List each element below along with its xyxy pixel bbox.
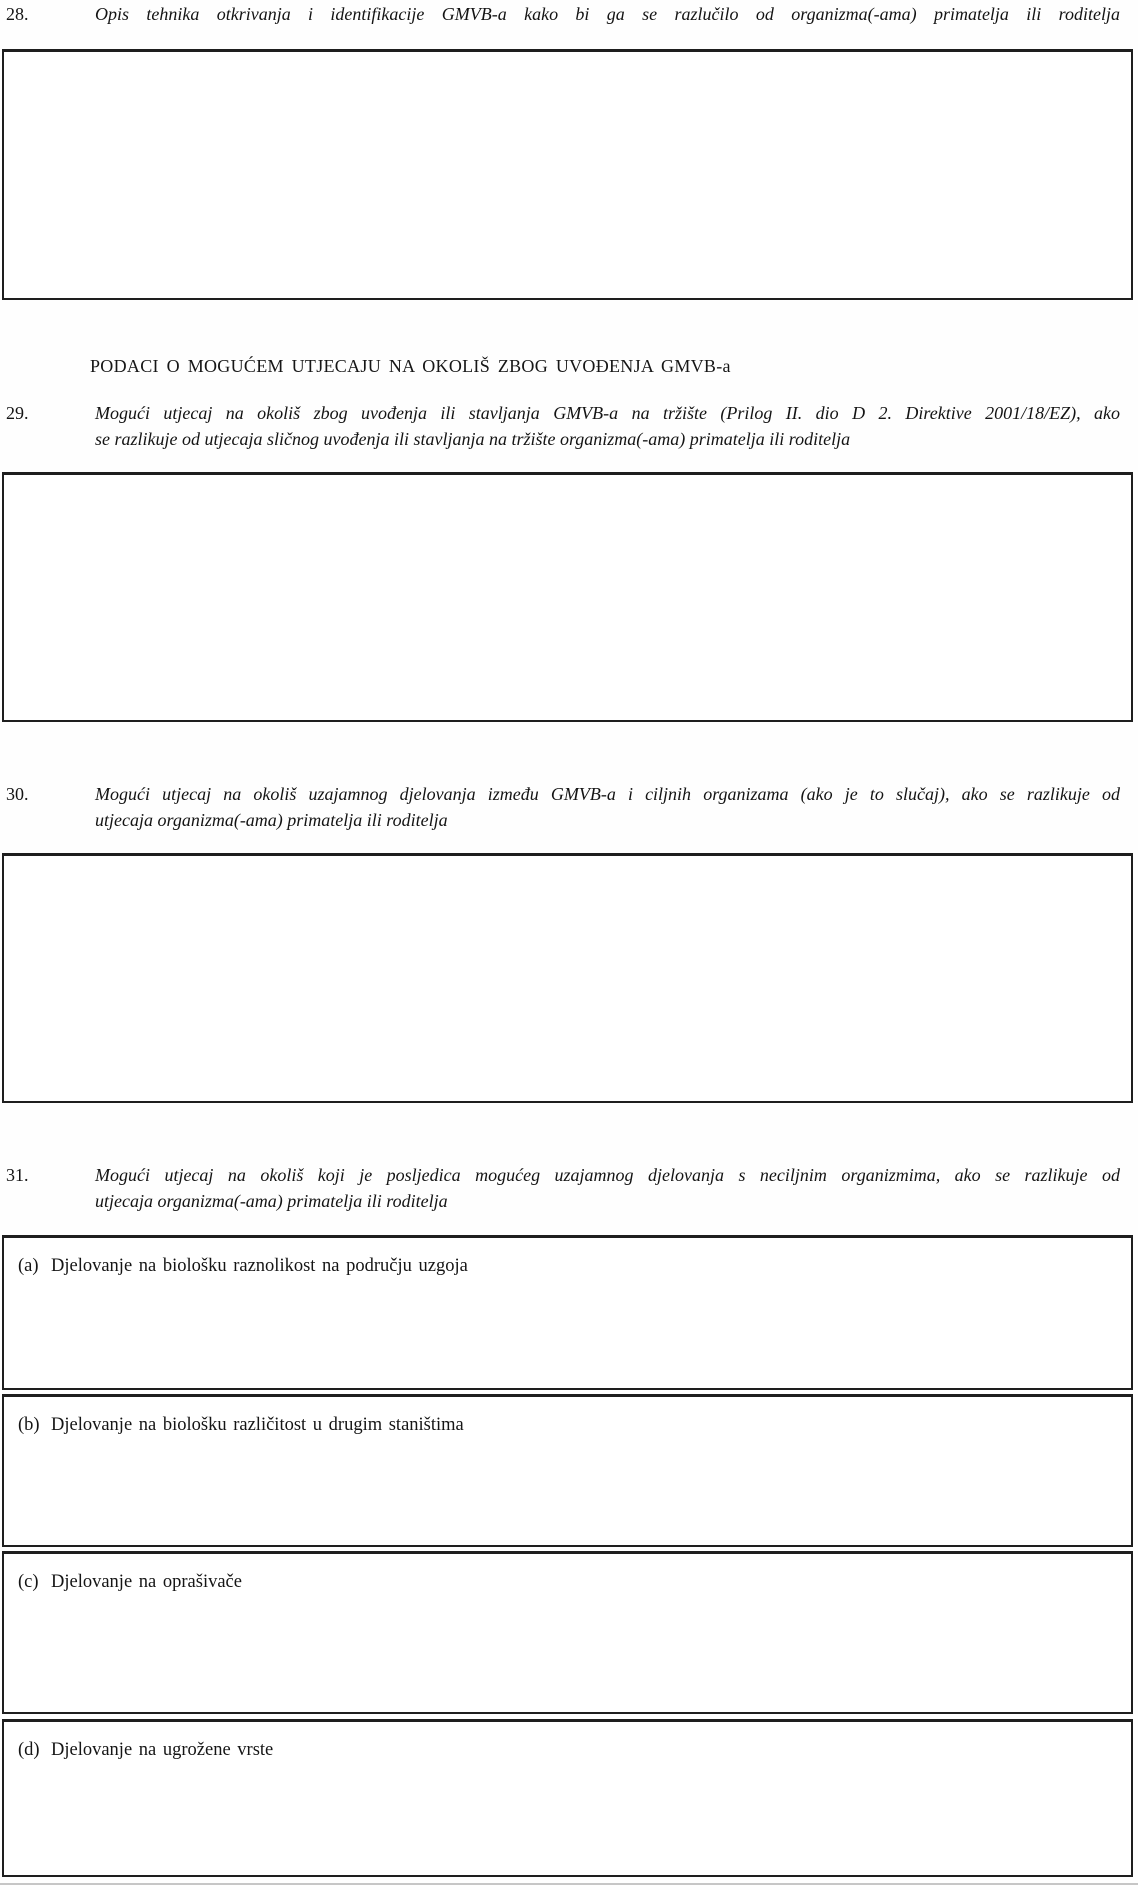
sub-item-b <box>4 1397 1131 1438</box>
item-30-line-2: utjecaja organizma(-ama) primatelja ili roditelja <box>95 810 448 830</box>
answer-box-item-29[interactable] <box>2 472 1133 722</box>
sub-item-d-text: Djelovanje na ugrožene vrste <box>51 1740 274 1760</box>
item-30-line-1: Mogući utjecaj na okoliš uzajamnog djelovanja između GMVB-a i ciljnih organizama (ako je to slučaj), ako se razlikuje od <box>95 784 1120 804</box>
item-29-text <box>95 400 1128 452</box>
item-29-line-1: Mogući utjecaj na okoliš zbog uvođenja ili stavljanja GMVB-a na tržište (Prilog II. dio D 2. Direktive 2001/18/EZ), ako <box>95 403 1120 423</box>
page-bottom-cut-line <box>0 1883 1138 1885</box>
item-28 <box>0 1 1138 27</box>
item-29-number: 29. <box>6 403 29 423</box>
sub-item-c <box>4 1554 1131 1595</box>
item-30 <box>0 781 1138 833</box>
item-28-line-1: Opis tehnika otkrivanja i identifikacije GMVB-a kako bi ga se razlučilo od organizma(-ama) primatelja ili roditelja <box>95 4 1120 24</box>
item-31-line-1: Mogući utjecaj na okoliš koji je posljedica mogućeg uzajamnog djelovanja s neciljnim organizmima, ako se razlikuje od <box>95 1165 1120 1185</box>
item-30-number: 30. <box>6 784 29 804</box>
item-31-line-2: utjecaja organizma(-ama) primatelja ili roditelja <box>95 1191 448 1211</box>
sub-item-a-text: Djelovanje na biološku raznolikost na području uzgoja <box>51 1256 468 1276</box>
answer-box-31c[interactable] <box>2 1551 1133 1714</box>
sub-item-c-text: Djelovanje na oprašivače <box>51 1572 242 1592</box>
sub-item-a-label: (a) <box>18 1256 39 1276</box>
section-heading: PODACI O MOGUĆEM UTJECAJU NA OKOLIŠ ZBOG UVOĐENJA GMVB-a <box>90 356 731 376</box>
item-29 <box>0 400 1138 452</box>
sub-item-d <box>4 1722 1131 1763</box>
item-30-text <box>95 781 1128 833</box>
item-28-text <box>95 1 1128 27</box>
sub-item-d-label: (d) <box>18 1740 40 1760</box>
answer-box-31b[interactable] <box>2 1394 1133 1547</box>
sub-item-b-label: (b) <box>18 1415 40 1435</box>
sub-item-c-label: (c) <box>18 1572 39 1592</box>
sub-item-a <box>4 1238 1131 1279</box>
item-29-line-2: se razlikuje od utjecaja sličnog uvođenja ili stavljanja na tržište organizma(-ama) primatelja ili roditelja <box>95 429 851 449</box>
item-28-number: 28. <box>6 4 29 24</box>
sub-item-b-text: Djelovanje na biološku različitost u drugim staništima <box>51 1415 464 1435</box>
answer-box-31a[interactable] <box>2 1235 1133 1390</box>
answer-box-item-28[interactable] <box>2 49 1133 300</box>
item-31 <box>0 1162 1138 1214</box>
item-31-number: 31. <box>6 1165 29 1185</box>
answer-box-31d[interactable] <box>2 1719 1133 1877</box>
item-31-text <box>95 1162 1128 1214</box>
answer-box-item-30[interactable] <box>2 853 1133 1103</box>
